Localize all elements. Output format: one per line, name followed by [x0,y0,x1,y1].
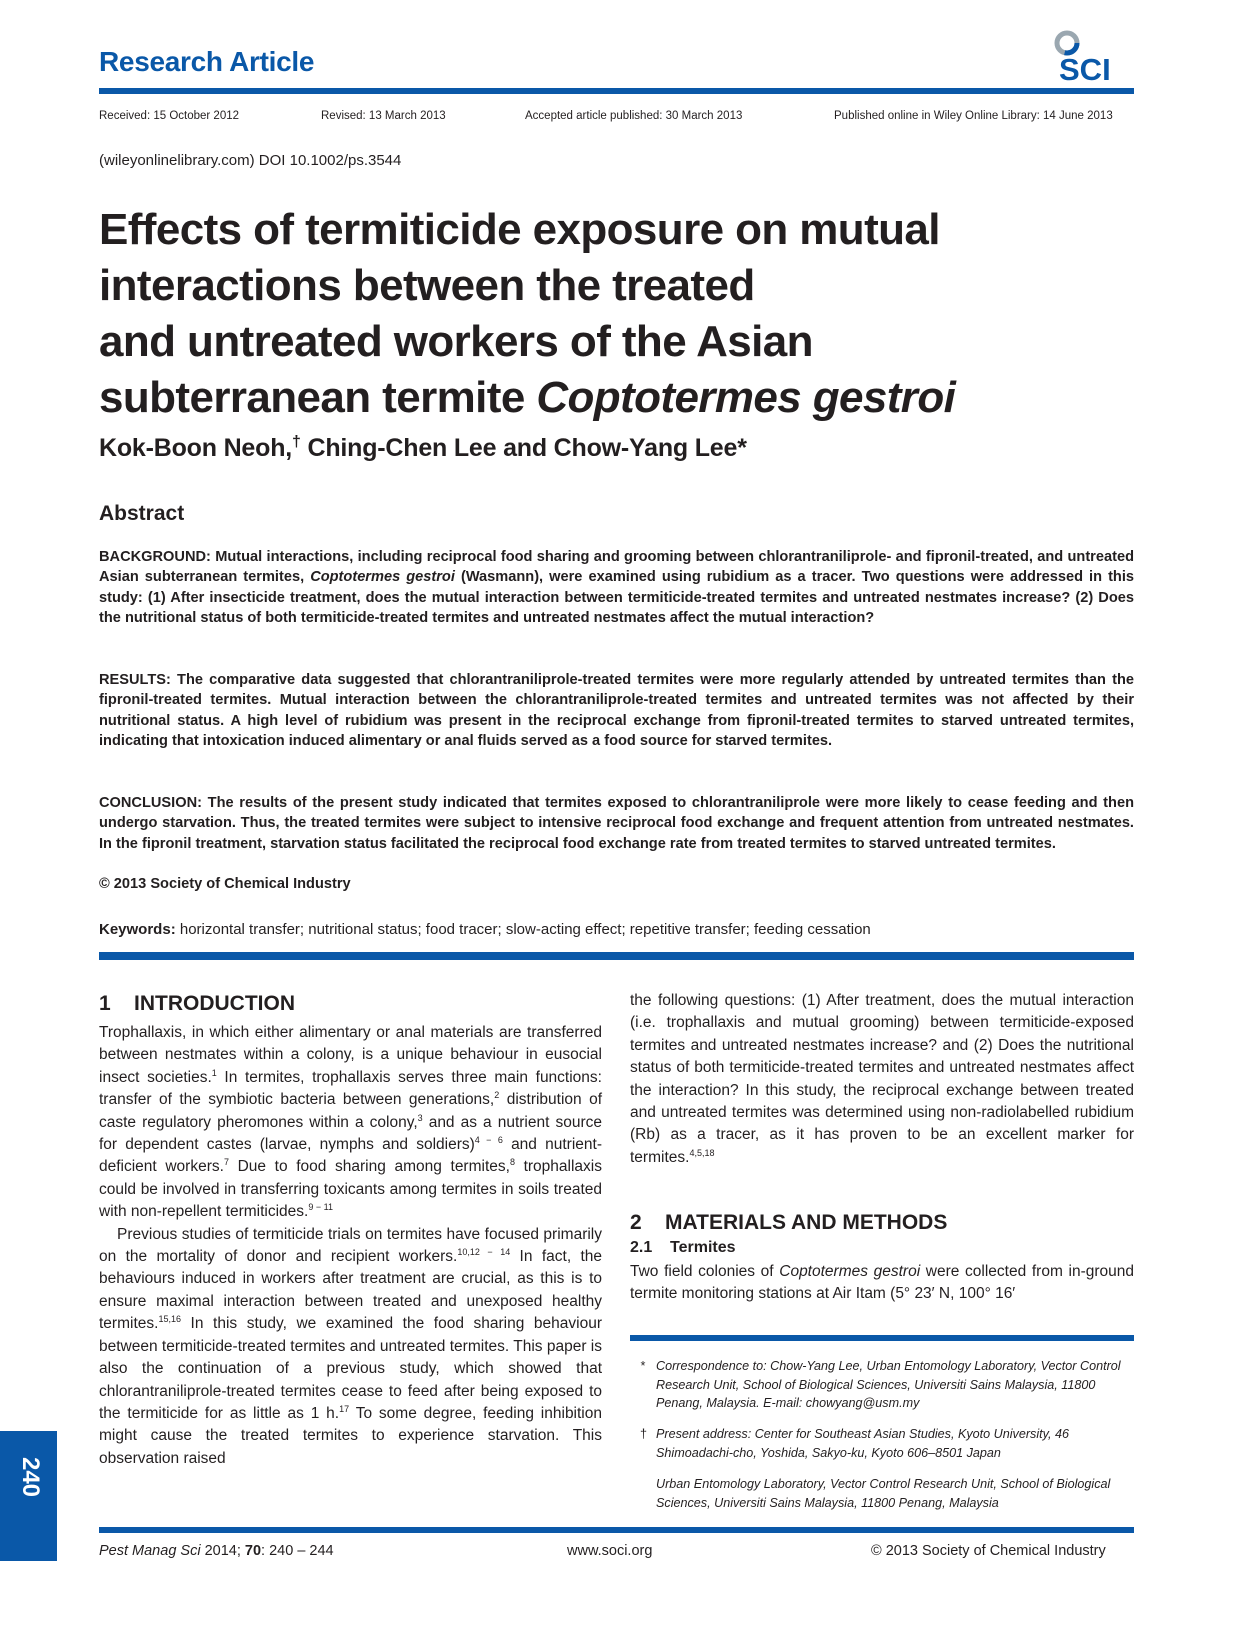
intro-right-column [630,990,1134,1169]
abstract-results: RESULTS: The comparative data suggested that chlorantraniliprole-treated termites were more regularly attended by untreated termites than the fipronil-treated termites. Mutual interaction between the chlorantraniliprole-treated termites and untreated termites was not affected by their nutritional status. A high level of rubidium was present in the reciprocal exchange from fipronil-treated termites to starved untreated termites, indicating that intoxication induced alimentary or anal fluids served as a food source for starved termites. [99,672,1134,749]
footer-rule [99,1527,1134,1533]
published-date: Published online in Wiley Online Library: 14 June 2013 [834,110,1113,122]
present-address-footnote: Present address: Center for Southeast Asian Studies, Kyoto University, 46 Shimoadachi-cho, Yoshida, Sakyo-ku, Kyoto 606–8501 Japan [656,1427,1070,1460]
header-rule [99,88,1134,94]
svg-text:SCI: SCI [1059,52,1111,84]
footer-copyright: © 2013 Society of Chemical Industry [871,1543,1106,1559]
revised-date: Revised: 13 March 2013 [321,110,446,122]
affiliation-footnote: Urban Entomology Laboratory, Vector Control Research Unit, School of Biological Sciences, Universiti Sains Malaysia, 11800 Penang, Malaysia [656,1477,1111,1510]
accepted-date: Accepted article published: 30 March 2013 [525,110,743,122]
section-heading-methods: 2 MATERIALS AND METHODS [630,1211,948,1234]
doi: (wileyonlinelibrary.com) DOI 10.1002/ps.3544 [99,152,402,169]
page-number: 240 [17,1456,45,1498]
title-line: Effects of termiticide exposure on mutual [99,205,940,254]
subsection-heading-termites: 2.1 Termites [630,1239,736,1256]
journal-section-label: Research Article [99,46,315,77]
abstract-copyright: © 2013 Society of Chemical Industry [99,876,351,892]
abstract-rule [99,952,1134,960]
article-title [99,202,1139,426]
keywords: Keywords: horizontal transfer; nutritional status; food tracer; slow-acting effect; repetitive transfer; feeding cessation [99,921,871,938]
abstract-background: BACKGROUND: Mutual interactions, including reciprocal food sharing and grooming between chlorantraniliprole- and fipronil-treated, and untreated Asian subterranean termites, Coptotermes gestroi (Wasmann), were examined using rubidium as a tracer. Two questions were addressed in this study: (1) After insecticide treatment, does the mutual interaction between termiticide-treated termites and untreated nestmates increase? (2) Does the nutritional status of both termiticide-treated termites and untreated nestmates affect the mutual interaction? [99,549,1135,626]
abstract-conclusion: CONCLUSION: The results of the present study indicated that termites exposed to chlorantraniliprole were more likely to cease feeding and then undergo starvation. Thus, the treated termites were subject to intensive reciprocal food exchange and frequent attention from untreated nestmates. In the fipronil treatment, starvation status facilitated the reciprocal food exchange rate from treated termites to starved untreated termites. [99,795,1134,852]
intro-paragraph: the following questions: (1) After treatment, does the mutual interaction (i.e. trophallaxis and mutual grooming) between termiticide-exposed termites and untreated nestmates increase? and (2) Does the nutritional status of both termiticide-treated termites and untreated nestmates affect the interaction? In this study, the reciprocal exchange between treated and untreated termites was determined using non-radiolabelled rubidium (Rb) as a tracer, as it has proven to be an excellent marker for termites.$^{4,5,18}$ [630,992,1134,1166]
page-number-tab [0,1431,57,1561]
methods-paragraph: Two field colonies of Coptotermes gestroi were collected from in-ground termite monitoring stations at Air Itam (5° 23′ N, 100° 16′ [630,1263,1134,1303]
journal-citation: Pest Manag Sci 2014; 70: 240 – 244 [99,1543,334,1559]
intro-left-column [99,1022,602,1470]
section-heading-introduction: 1 INTRODUCTION [99,992,296,1015]
author-list: Kok-Boon Neoh,† Ching-Chen Lee and Chow-Yang Lee* [99,433,747,462]
abstract-heading: Abstract [99,502,185,525]
intro-paragraph: Previous studies of termiticide trials on termites have focused primarily on the mortality of donor and recipient workers.$^{10,12 - 14}$ In fact, the behaviours induced in workers after treatment are crucial, as this is to ensure maximal interaction between treated and unexposed healthy termites.$^{15,16}$ In this study, we examined the food sharing behaviour between termiticide-treated termites and untreated termites. This paper is also the continuation of a previous study, which showed that chlorantraniliprole-treated termites cease to feed after being exposed to the termiticide for as little as 1 h.$^{17}$ To some degree, feeding inhibition might cause the treated termites to experience starvation. This observation raised [99,1225,603,1467]
footnote-mark: * [640,1359,645,1373]
intro-paragraph: Trophallaxis, in which either alimentary or anal materials are transferred between nestmates within a colony, is a unique behaviour in eusocial insect societies.$^1$ In termites, trophallaxis serves three main functions: transfer of the symbiotic bacteria between generations,$^2$ distribution of caste regulatory pheromones within a colony,$^3$ and as a nutrient source for dependent castes (larvae, nymphs and soldiers)$^{4 - 6}$ and nutrient-deficient workers.$^7$ Due to food sharing among termites,$^8$ trophallaxis could be involved in transferring toxicants among termites in soils treated with non-repellent termiticides.$^{9 - 11}$ [99,1024,603,1221]
received-date: Received: 15 October 2012 [99,110,240,122]
sci-logo [1044,28,1134,84]
footnote-rule [630,1335,1134,1341]
correspondence-footnote: Correspondence to: Chow-Yang Lee, Urban Entomology Laboratory, Vector Control Research Unit, School of Biological Sciences, Universiti Sains Malaysia, 11800 Penang, Malaysia. E-mail: chowyang@usm.my [656,1359,1121,1410]
footnote-mark: † [640,1427,648,1441]
title-line: interactions between the treated [99,261,755,310]
journal-url[interactable]: www.soci.org [567,1543,653,1559]
species-name: Coptotermes gestroi [536,373,956,422]
title-line: subterranean termite Coptotermes gestroi [99,373,956,422]
title-line: and untreated workers of the Asian [99,317,813,366]
